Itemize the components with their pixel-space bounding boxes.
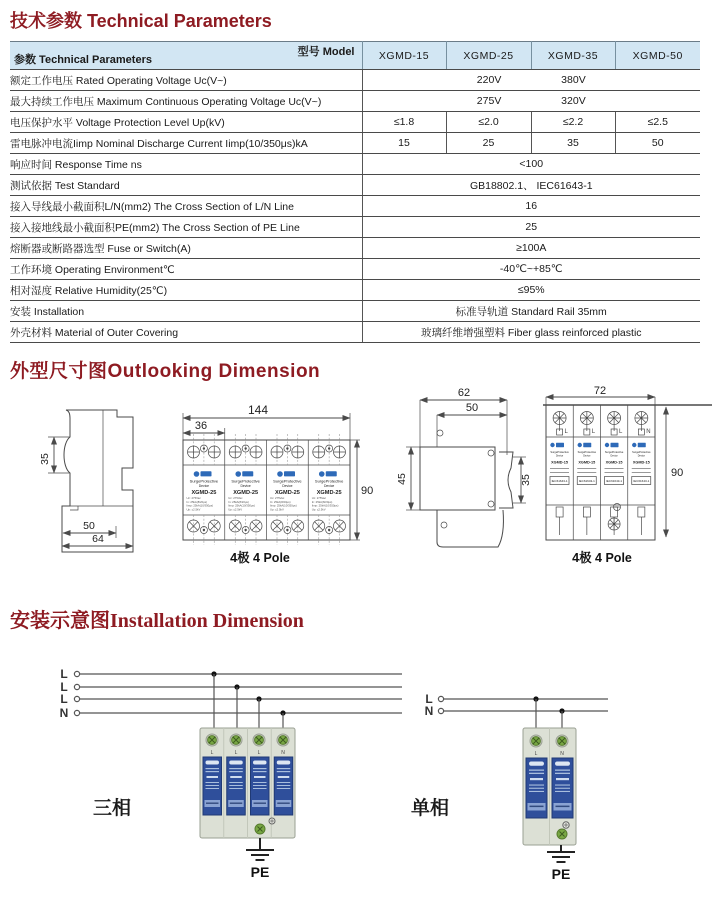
module-spec-line: Up: ≤2.5kV — [311, 507, 326, 512]
pole-view-drawing — [543, 385, 712, 565]
module-spec-line: Up: ≤2.5kV — [270, 507, 284, 512]
module-spec-line: In: 25kA(8/20μs) — [186, 499, 208, 504]
module-brand-line2: Device — [198, 483, 210, 488]
module-standard-label: IEC61643-1 — [606, 479, 623, 483]
module-spec-line: Uc: 275Vac — [311, 496, 327, 500]
row-label: 最大持续工作电压 Maximum Continuous Operating Voltage Uc(V~) — [10, 91, 362, 112]
module-brand-line1: SurgeProtective — [273, 478, 302, 484]
module-brand-line2: Device — [583, 454, 591, 458]
value-cell: ≤95% — [362, 280, 700, 301]
installation-diagrams — [0, 640, 720, 897]
module-brand-line1: SurgeProtective — [550, 451, 569, 454]
value: 380V — [561, 73, 586, 86]
value-cell: 15 — [362, 133, 446, 154]
module-brand-line1: SurgeProtective — [632, 451, 651, 454]
spd-module-insert — [227, 757, 246, 815]
module-spec-line: Iimp: 25kA(10/350μs) — [311, 503, 339, 508]
terminal-label: N — [646, 429, 651, 435]
model-column-header: XGMD-15 — [362, 42, 446, 70]
module-spec-line: Iimp: 25kA(10/350μs) — [270, 503, 297, 508]
three-phase-diagram — [60, 667, 402, 880]
terminal-label: L — [257, 750, 261, 756]
row-label: 雷电脉冲电流Iimp Nominal Discharge Current Iimp(10/350μs)kA — [10, 133, 362, 154]
model-column-header: XGMD-50 — [615, 42, 700, 70]
value-cell: 16 — [362, 196, 700, 217]
module-brand-line2: Device — [555, 454, 564, 458]
dim-45-label: 45 — [396, 473, 408, 485]
table-row — [10, 280, 700, 301]
dim-35-label: 35 — [39, 453, 51, 465]
pole-view-module — [605, 412, 624, 536]
dim-35-label: 35 — [520, 474, 532, 486]
table-row — [10, 133, 700, 154]
dim-50-label: 50 — [465, 402, 479, 414]
front-view-drawing — [183, 403, 373, 565]
table-row — [10, 217, 700, 238]
value-cell: 玻璃纤维增强塑料 Fiber glass reinforced plastic — [362, 322, 700, 343]
brand-logo-icon — [242, 471, 253, 476]
row-label: 测试依据 Test Standard — [10, 175, 362, 196]
row-label: 额定工作电压 Rated Operating Voltage Uc(V~) — [10, 70, 362, 91]
module-model-label: XGMD-25 — [233, 490, 259, 496]
terminal-label: L — [534, 751, 538, 757]
row-label: 安装 Installation — [10, 301, 362, 322]
row-label: 响应时间 Response Time ns — [10, 154, 362, 175]
front-view-module — [187, 434, 221, 545]
module-spec-line: Iimp: 25kA(10/350μs) — [186, 503, 214, 508]
dim-36-label: 36 — [194, 420, 208, 432]
dim-64-label: 64 — [92, 533, 104, 545]
dim-72-label: 72 — [593, 385, 607, 397]
brand-logo-icon — [284, 471, 295, 476]
brand-logo-icon — [277, 471, 283, 477]
module-model-label: XGMD-15 — [578, 460, 596, 465]
module-model-label: XGMD-15 — [605, 460, 623, 465]
outlook-dimension-drawings — [0, 385, 720, 580]
value-cell: ≥100A — [362, 238, 700, 259]
module-spec-line: Iimp: 25kA(10/350μs) — [228, 503, 255, 508]
front-view-caption: 4极 4 Pole — [230, 551, 290, 565]
module-model-label: XGMD-25 — [191, 490, 217, 496]
table-row — [10, 70, 700, 91]
terminal-label: L — [564, 429, 568, 435]
module-model-label: XGMD-25 — [274, 490, 300, 496]
row-values — [362, 70, 700, 91]
value: 275V — [476, 94, 502, 107]
pole-view-module — [632, 412, 651, 536]
module-brand-line1: SurgeProtective — [314, 478, 344, 484]
terminal-label: L — [619, 429, 623, 435]
wire-label: L — [60, 667, 68, 681]
front-view-module — [228, 434, 262, 545]
value-cell: ≤1.8 — [362, 112, 446, 133]
brand-logo-icon — [556, 443, 564, 447]
three-phase-caption: 三相 — [92, 798, 132, 819]
module-brand-line2: Device — [637, 454, 646, 458]
module-spec-line: In: 25kA(8/20μs) — [270, 499, 291, 504]
spd-module-insert — [552, 758, 573, 818]
module-brand-line2: Device — [323, 483, 335, 488]
module-spec-line: In: 25kA(8/20μs) — [228, 499, 249, 504]
table-row — [10, 301, 700, 322]
module-brand-line2: Device — [240, 483, 251, 488]
module-model-label: XGMD-15 — [632, 460, 650, 465]
model-header-label: 型号 Model — [297, 46, 355, 58]
brand-logo-icon — [550, 443, 554, 447]
outlook-dimension-title: 外型尺寸图Outlooking Dimension — [10, 361, 321, 382]
brand-logo-icon — [319, 471, 325, 477]
value-cell: 50 — [615, 133, 700, 154]
terminal-label: N — [281, 750, 285, 756]
module-spec-line: Up: ≤2.5kV — [228, 507, 243, 512]
terminal-label: N — [560, 751, 564, 757]
install-dimension-title: 安装示意图Installation Dimension — [10, 610, 304, 632]
spd-module-insert — [526, 758, 547, 818]
single-phase-caption: 单相 — [410, 798, 450, 819]
table-row — [10, 322, 700, 343]
dim-50-label: 50 — [83, 520, 95, 532]
module-spec-line: In: 25kA(8/20μs) — [311, 499, 333, 504]
row-values — [362, 91, 700, 112]
value-cell: 35 — [531, 133, 615, 154]
front-view-module — [312, 434, 346, 545]
brand-logo-icon — [194, 471, 200, 477]
brand-logo-icon — [638, 443, 646, 447]
spd-module-insert — [203, 757, 222, 815]
wire-label: L — [60, 692, 68, 706]
side-profile-drawing — [39, 410, 133, 552]
row-label: 接入导线最小截面积L/N(mm2) The Cross Section of L/N Line — [10, 196, 362, 217]
row-label: 接入接地线最小截面积PE(mm2) The Cross Section of PE Line — [10, 217, 362, 238]
row-label: 熔断器或断路器选型 Fuse or Switch(A) — [10, 238, 362, 259]
pe-label: PE — [551, 866, 571, 882]
wire-label: N — [424, 704, 434, 718]
dim-144-label: 144 — [247, 403, 269, 417]
pole-view-module — [577, 412, 596, 536]
brand-logo-icon — [632, 443, 636, 447]
spd-module-insert — [251, 757, 270, 815]
module-brand-line2: Device — [610, 454, 618, 458]
dim-90-label: 90 — [361, 485, 374, 497]
brand-logo-icon — [583, 443, 591, 447]
spd-module-insert — [274, 757, 293, 815]
single-phase-diagram — [411, 692, 608, 882]
wire-label: L — [425, 692, 433, 706]
brand-logo-icon — [326, 471, 337, 476]
module-brand-line1: SurgeProtective — [604, 451, 624, 454]
module-brand-line1: SurgeProtective — [577, 451, 597, 454]
wire-label: L — [60, 680, 68, 694]
value-cell: ≤2.0 — [446, 112, 531, 133]
brand-logo-icon — [605, 443, 609, 447]
row-label: 工作环境 Operating Environment℃ — [10, 259, 362, 280]
table-row — [10, 112, 700, 133]
model-column-header: XGMD-35 — [531, 42, 615, 70]
module-spec-line: Uc: 275Vac — [186, 496, 201, 500]
module-standard-label: IEC61643-1 — [551, 479, 568, 483]
side-view-drawing — [396, 387, 532, 547]
table-row — [10, 154, 700, 175]
module-model-label: XGMD-15 — [551, 460, 569, 465]
brand-logo-icon — [235, 471, 241, 477]
table-header-row — [10, 42, 700, 70]
module-spec-line: Up: ≤2.5kV — [186, 507, 201, 512]
module-brand-line1: SurgeProtective — [189, 478, 219, 484]
dim-90-label: 90 — [671, 467, 684, 479]
module-model-label: XGMD-25 — [316, 490, 342, 496]
module-standard-label: IEC61643-1 — [633, 479, 650, 483]
table-corner-cell — [10, 42, 362, 70]
table-row — [10, 196, 700, 217]
value-cell: 25 — [362, 217, 700, 238]
row-label: 电压保护水平 Voltage Protection Level Up(kV) — [10, 112, 362, 133]
brand-logo-icon — [611, 443, 619, 447]
module-spec-line: Uc: 275Vac — [228, 496, 243, 500]
module-spec-line: Uc: 275Vac — [270, 496, 285, 500]
value: 320V — [561, 94, 586, 107]
model-column-header: XGMD-25 — [446, 42, 531, 70]
value-cell: GB18802.1、 IEC61643-1 — [362, 175, 700, 196]
module-brand-line1: SurgeProtective — [231, 478, 260, 484]
row-label: 外壳材料 Material of Outer Covering — [10, 322, 362, 343]
ground-symbol-icon — [547, 845, 575, 862]
table-row — [10, 175, 700, 196]
ground-symbol-icon — [246, 838, 274, 860]
value-cell: -40℃~+85℃ — [362, 259, 700, 280]
brand-logo-icon — [201, 471, 212, 476]
pe-label: PE — [250, 864, 270, 880]
pole-view-caption: 4极 4 Pole — [572, 551, 632, 565]
dim-62-label: 62 — [457, 387, 471, 399]
value-cell: ≤2.2 — [531, 112, 615, 133]
value: 220V — [476, 73, 502, 86]
tech-parameters-table — [10, 41, 700, 343]
wire-label: N — [59, 706, 69, 720]
front-view-module — [270, 434, 304, 545]
table-row — [10, 238, 700, 259]
table-row — [10, 259, 700, 280]
value-cell: <100 — [362, 154, 700, 175]
module-standard-label: IEC61643-1 — [578, 479, 595, 483]
param-header-label: 参数 Technical Parameters — [14, 54, 152, 66]
module-brand-line2: Device — [282, 483, 293, 488]
pole-view-module — [550, 412, 569, 536]
value-cell: 标准导轨道 Standard Rail 35mm — [362, 301, 700, 322]
brand-logo-icon — [578, 443, 582, 447]
row-label: 相对湿度 Relative Humidity(25℃) — [10, 280, 362, 301]
spd-device-three-phase — [200, 728, 295, 838]
value-cell: ≤2.5 — [615, 112, 700, 133]
terminal-label: L — [591, 429, 596, 435]
terminal-label: L — [234, 750, 238, 756]
spd-device-single-phase — [523, 728, 576, 845]
value-cell: 25 — [446, 133, 531, 154]
tech-parameters-title: 技术参数 Technical Parameters — [10, 11, 272, 31]
terminal-label: L — [210, 750, 214, 756]
table-row — [10, 91, 700, 112]
